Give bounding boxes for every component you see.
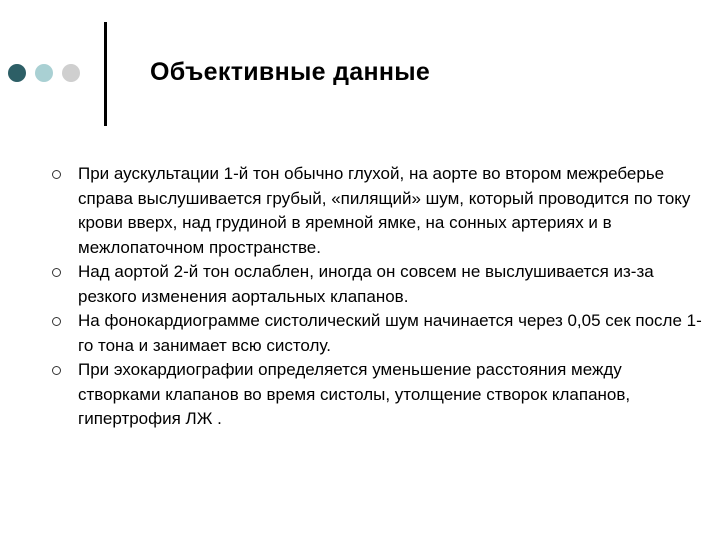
dark-teal-dot bbox=[8, 64, 26, 82]
bullet-text: При эхокардиографии определяется уменьшение расстояния между створками клапанов во время систолы, утолщение створок клапанов, гипертрофия ЛЖ . bbox=[78, 360, 631, 428]
bullet-list bbox=[52, 162, 702, 432]
bullet-item bbox=[52, 309, 702, 358]
gray-dot bbox=[62, 64, 80, 82]
bullet-ring-icon bbox=[52, 317, 61, 326]
bullet-text: Над аортой 2-й тон ослаблен, иногда он совсем не выслушивается из-за резкого изменения аортальных клапанов. bbox=[78, 262, 654, 306]
page-title: Объективные данные bbox=[150, 58, 431, 86]
title-divider bbox=[104, 22, 107, 126]
bullet-text: На фонокардиограмме систолический шум начинается через 0,05 сек после 1-го тона и занимает всю систолу. bbox=[78, 311, 702, 355]
decorative-dots bbox=[8, 64, 80, 84]
bullet-ring-icon bbox=[52, 366, 61, 375]
bullet-item bbox=[52, 162, 702, 260]
bullet-item bbox=[52, 358, 702, 432]
bullet-ring-icon bbox=[52, 268, 61, 277]
light-blue-dot bbox=[35, 64, 53, 82]
bullet-text: При аускультации 1-й тон обычно глухой, на аорте во втором межреберье справа выслушивается грубый, «пилящий» шум, который проводится по току крови вверх, над грудиной в яремной ямке, на сонных артериях и в межлопаточном пространстве. bbox=[78, 164, 691, 257]
bullet-ring-icon bbox=[52, 170, 61, 179]
bullet-item bbox=[52, 260, 702, 309]
